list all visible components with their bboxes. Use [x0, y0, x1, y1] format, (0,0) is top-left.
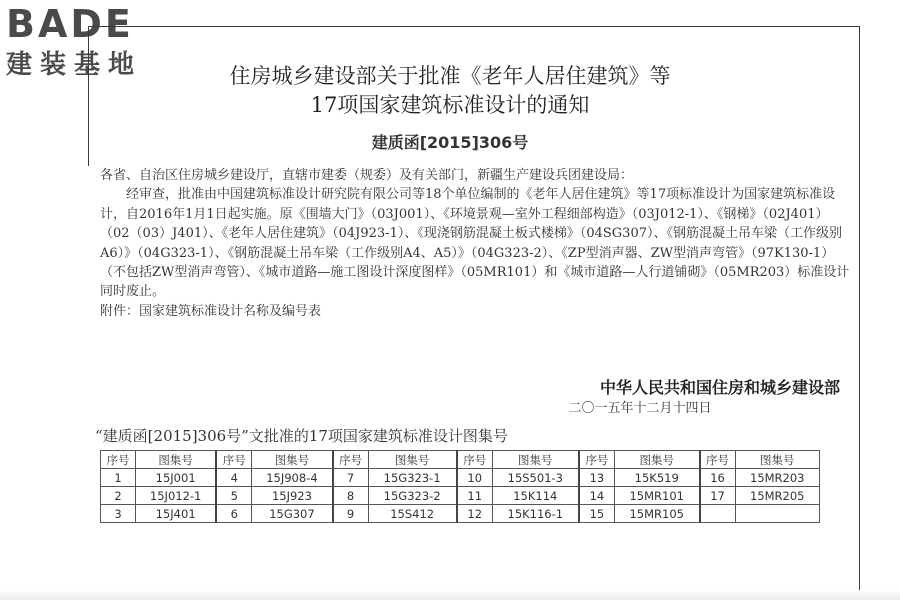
cell-seq: 4: [216, 469, 252, 487]
cell-atlas-no: 15MR105: [614, 505, 699, 523]
table-row: [101, 487, 820, 505]
issuing-authority: 中华人民共和国住房和城乡建设部: [599, 378, 840, 397]
cell-seq: 17: [700, 487, 736, 505]
cell-atlas-no: 15G307: [252, 505, 333, 523]
salutation: 各省、自治区住房城乡建设厅，直辖市建委（规委）及有关部门，新疆生产建设兵团建设局：: [100, 168, 634, 183]
table-header-row: [101, 451, 820, 469]
cell-seq: 6: [216, 505, 252, 523]
cell-atlas-no: 15G323-1: [368, 469, 457, 487]
header-no: 图集号: [136, 451, 217, 469]
logo-tagline: 建装基地: [6, 50, 143, 80]
cell-seq: 8: [333, 487, 369, 505]
cell-atlas-no: 15K114: [492, 487, 579, 505]
header-seq: 序号: [216, 451, 252, 469]
notice-title-line2: 17项国家建筑标准设计的通知: [310, 93, 590, 117]
issue-date: 二〇一五年十二月十四日: [568, 401, 712, 416]
cell-atlas-no: 15J908-4: [252, 469, 333, 487]
cell-atlas-no: 15J012-1: [136, 487, 217, 505]
header-no: 图集号: [252, 451, 333, 469]
table-row: [101, 505, 820, 523]
cell-seq: 2: [101, 487, 136, 505]
header-no: 图集号: [735, 451, 819, 469]
cell-seq: 3: [101, 505, 136, 523]
cell-seq: 14: [579, 487, 615, 505]
table-row: [101, 469, 820, 487]
cell-atlas-no: [735, 505, 819, 523]
logo-wordmark: BADE: [6, 2, 134, 46]
notice-body: [100, 166, 850, 321]
cell-atlas-no: 15J401: [136, 505, 217, 523]
cell-atlas-no: 15J923: [252, 487, 333, 505]
cell-seq: 1: [101, 469, 136, 487]
cell-atlas-no: 15S501-3: [492, 469, 579, 487]
header-seq: 序号: [579, 451, 615, 469]
attachment-note: 附件：国家建筑标准设计名称及编号表: [100, 303, 322, 319]
cell-atlas-no: 15MR205: [735, 487, 819, 505]
cell-atlas-no: 15MR101: [614, 487, 699, 505]
notice-paragraph: 经审查，批准由中国建筑标准设计研究院有限公司等18个单位编制的《老年人居住建筑》等17项标准设计为国家建筑标准设计，自2016年1月1日起实施。原《围墙大门》（03J001）、《环境景观—室外工程细部构造》（03J012-1）、《钢梯》（02J401）（02（03）J401）、《老年人居住建筑》（04J923-1）、《现浇钢筋混凝土板式楼梯》（04SG307）、《钢筋混凝土吊车梁（工作级别A6）》（04G323-1）、《钢筋混凝土吊车梁（工作级别A4、A5）》（04G323-2）、《ZP型消声器、ZW型消声弯管》（97K130-1）（不包括ZW型消声弯管）、《城市道路—施工图设计深度图样》（05MR101）和《城市道路—人行道铺砌》（05MR203）标准设计同时废止。: [100, 187, 850, 300]
document-number: 建质函[2015]306号: [371, 133, 529, 152]
notice-title-line1: 住房城乡建设部关于批准《老年人居住建筑》等: [229, 64, 671, 88]
atlas-number-table: [100, 450, 820, 523]
header-no: 图集号: [492, 451, 579, 469]
cell-seq: 7: [333, 469, 369, 487]
cell-seq: 13: [579, 469, 615, 487]
scan-shadow: [0, 590, 900, 600]
cell-atlas-no: 15K116-1: [492, 505, 579, 523]
header-seq: 序号: [333, 451, 369, 469]
table-caption: “建质函[2015]306号”文批准的17项国家建筑标准设计图集号: [95, 427, 508, 445]
cell-seq: 12: [457, 505, 493, 523]
cell-seq: 15: [579, 505, 615, 523]
cell-atlas-no: 15G323-2: [368, 487, 457, 505]
cell-atlas-no: 15S412: [368, 505, 457, 523]
page-border-left: [88, 26, 89, 166]
cell-atlas-no: 15K519: [614, 469, 699, 487]
header-no: 图集号: [368, 451, 457, 469]
header-seq: 序号: [700, 451, 736, 469]
cell-seq: [700, 505, 736, 523]
cell-seq: 5: [216, 487, 252, 505]
cell-atlas-no: 15J001: [136, 469, 217, 487]
header-seq: 序号: [101, 451, 136, 469]
cell-seq: 11: [457, 487, 493, 505]
cell-seq: 9: [333, 505, 369, 523]
cell-seq: 10: [457, 469, 493, 487]
header-no: 图集号: [614, 451, 699, 469]
header-seq: 序号: [457, 451, 493, 469]
cell-atlas-no: 15MR203: [735, 469, 819, 487]
cell-seq: 16: [700, 469, 736, 487]
